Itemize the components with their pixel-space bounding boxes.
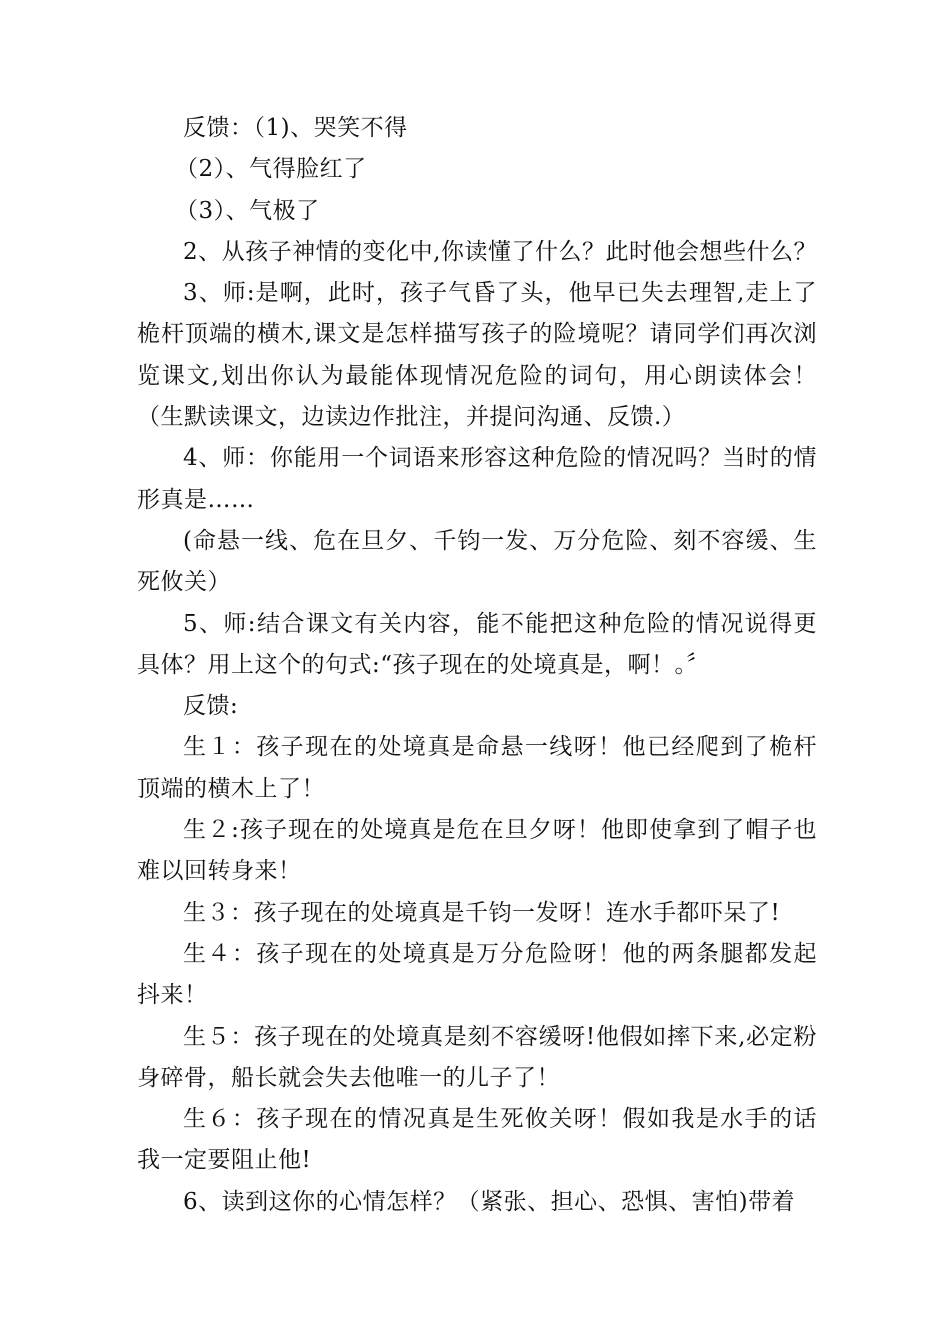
document-body — [137, 108, 817, 1223]
paragraph-question-4: 4、师：你能用一个词语来形容这种危险的情况吗？当时的情形真是…… — [137, 445, 817, 513]
paragraph-feedback-1: 反馈：（1)、哭笑不得 — [183, 115, 408, 141]
paragraph-question-5: 5、师:结合课文有关内容，能不能把这种危险的情况说得更具体？用上这个的句式:“孩子现在的处境真是，啊！。〞 — [137, 610, 817, 678]
paragraph-student-2: 生２:孩子现在的处境真是危在旦夕呀！他即使拿到了帽子也难以回转身来！ — [137, 817, 817, 885]
paragraph-feedback-3: （3）、气极了 — [175, 197, 320, 224]
paragraph-feedback-2: （2）、气得脸红了 — [175, 156, 367, 183]
paragraph-question-2: 2、从孩子神情的变化中,你读懂了什么？此时他会想些什么？ — [183, 238, 817, 265]
paragraph-student-6: 生６：孩子现在的情况真是生死攸关呀！假如我是水手的话我一定要阻止他! — [137, 1106, 817, 1174]
paragraph-student-5: 生５：孩子现在的处境真是刻不容缓呀!他假如摔下来,必定粉身碎骨，船长就会失去他唯一的儿子了！ — [137, 1023, 817, 1091]
paragraph-student-1: 生１：孩子现在的处境真是命悬一线呀！他已经爬到了桅杆顶端的横木上了！ — [137, 734, 817, 802]
paragraph-question-6: 6、读到这你的心情怎样？（紧张、担心、恐惧、害怕)带着 — [183, 1188, 796, 1215]
paragraph-feedback-label: 反馈: — [183, 693, 239, 720]
paragraph-student-3: 生３：孩子现在的处境真是千钧一发呀！连水手都吓呆了! — [183, 899, 781, 926]
paragraph-student-4: 生４：孩子现在的处境真是万分危险呀！他的两条腿都发起抖来！ — [137, 940, 817, 1009]
paragraph-idioms: (命悬一线、危在旦夕、千钧一发、万分危险、刻不容缓、生死攸关） — [137, 527, 817, 596]
paragraph-question-3: 3、师:是啊，此时，孩子气昏了头，他早已失去理智,走上了桅杆顶端的横木,课文是怎样描写孩子的险境呢？请同学们再次浏览课文,划出你认为最能体现情况危险的词句，用心朗读体会！（生默读课文，边读边作批注，并提问沟通、反馈.） — [137, 280, 817, 431]
